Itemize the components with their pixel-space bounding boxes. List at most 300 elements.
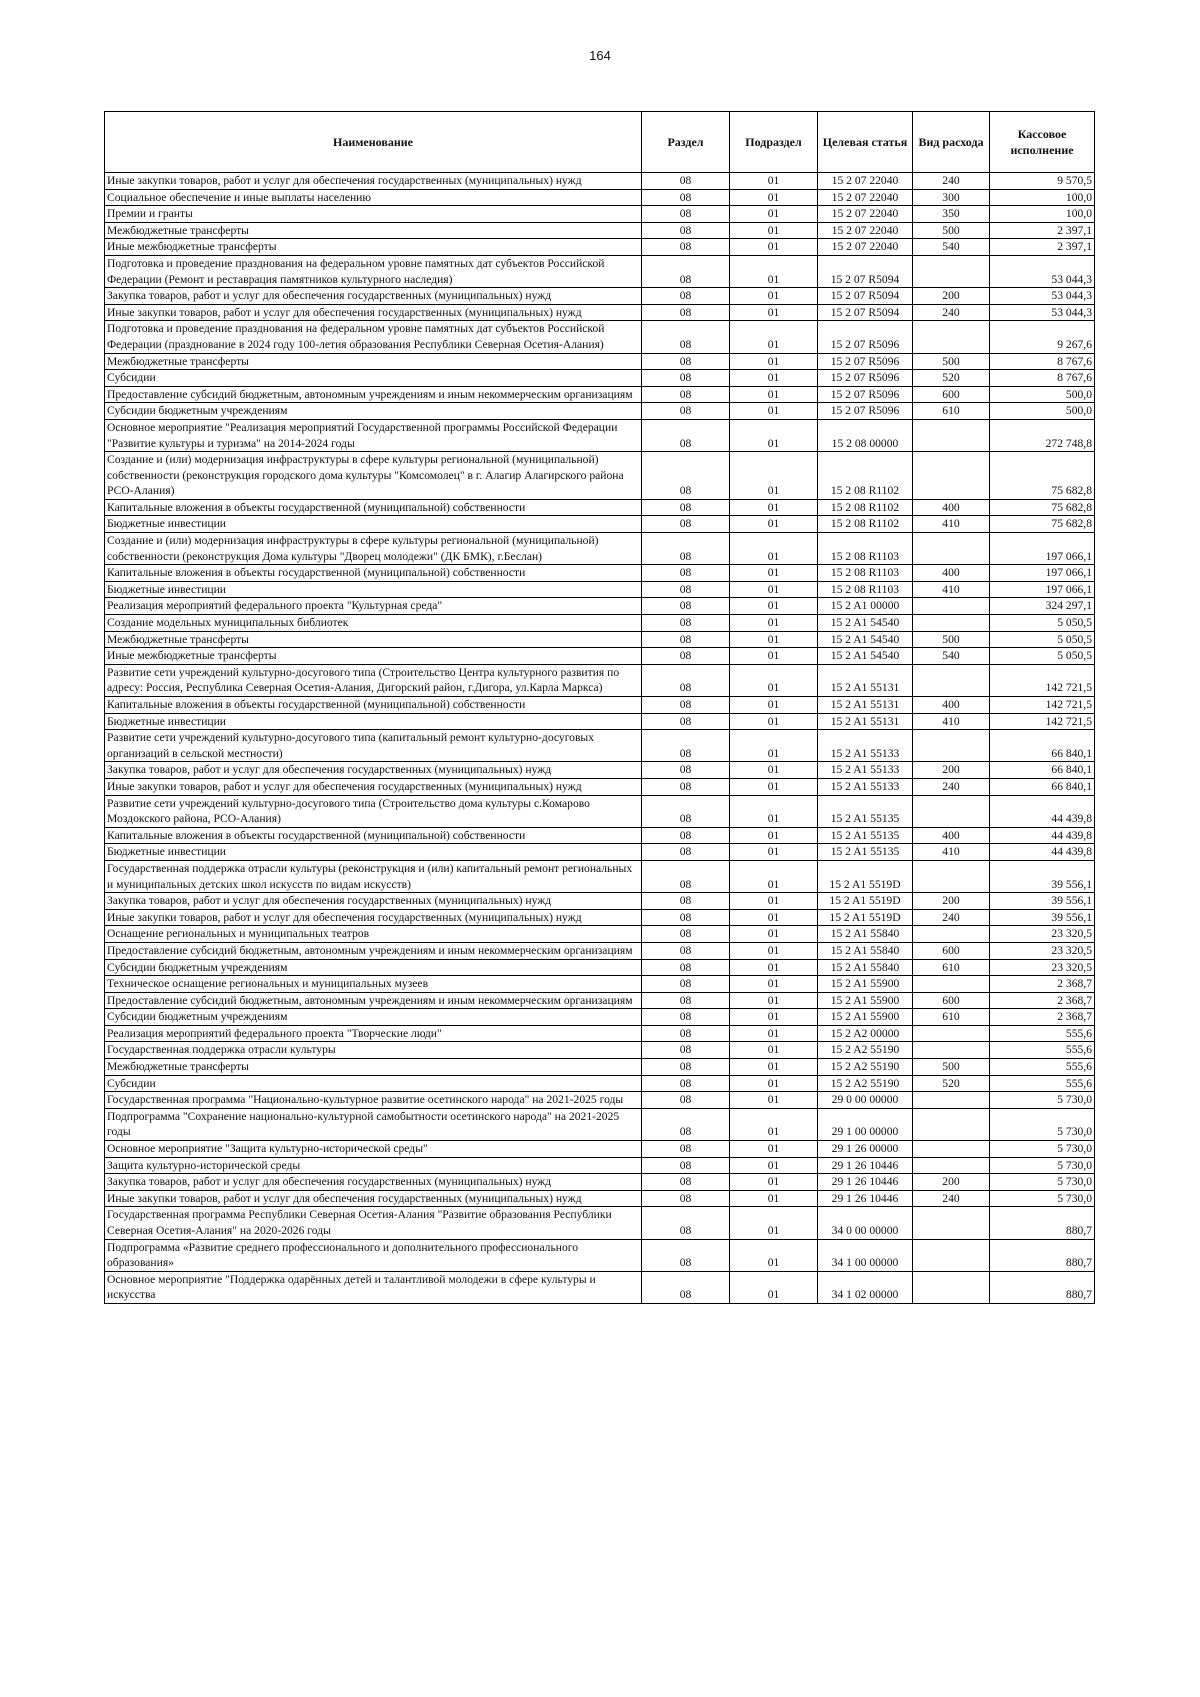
cell-vid-rashoda: 500: [913, 222, 990, 239]
cell-vid-rashoda: [913, 976, 990, 993]
cell-celevaya-statya: 15 2 A2 55190: [818, 1059, 913, 1076]
cell-celevaya-statya: 15 2 A2 55190: [818, 1042, 913, 1059]
cell-kassovoe-ispolnenie: 53 044,3: [990, 255, 1095, 287]
table-row: [105, 631, 1095, 648]
cell-name: Предоставление субсидий бюджетным, автономным учреждениям и иным некоммерческим организациям: [105, 942, 642, 959]
cell-vid-rashoda: [913, 926, 990, 943]
table-row: [105, 778, 1095, 795]
cell-celevaya-statya: 15 2 A1 55133: [818, 778, 913, 795]
cell-podrazdel: 01: [730, 762, 818, 779]
cell-celevaya-statya: 15 2 A1 55900: [818, 1009, 913, 1026]
cell-name: Развитие сети учреждений культурно-досугового типа (капитальный ремонт культурно-досуговых организаций в сельской местности): [105, 730, 642, 762]
cell-celevaya-statya: 15 2 A1 55135: [818, 844, 913, 861]
cell-podrazdel: 01: [730, 403, 818, 420]
table-row: [105, 893, 1095, 910]
cell-name: Закупка товаров, работ и услуг для обеспечения государственных (муниципальных) нужд: [105, 288, 642, 305]
cell-vid-rashoda: 500: [913, 631, 990, 648]
cell-kassovoe-ispolnenie: 2 397,1: [990, 222, 1095, 239]
cell-vid-rashoda: [913, 730, 990, 762]
table-row: [105, 419, 1095, 451]
cell-razdel: 08: [642, 499, 730, 516]
cell-razdel: 08: [642, 255, 730, 287]
cell-name: Иные закупки товаров, работ и услуг для обеспечения государственных (муниципальных) нужд: [105, 909, 642, 926]
cell-podrazdel: 01: [730, 926, 818, 943]
cell-vid-rashoda: 200: [913, 1174, 990, 1191]
cell-kassovoe-ispolnenie: 142 721,5: [990, 697, 1095, 714]
cell-name: Основное мероприятие "Поддержка одарённых детей и талантливой молодежи в сфере культуры и искусства: [105, 1271, 642, 1303]
cell-vid-rashoda: 540: [913, 648, 990, 665]
cell-name: Защита культурно-исторической среды: [105, 1157, 642, 1174]
cell-celevaya-statya: 29 1 00 00000: [818, 1108, 913, 1140]
cell-name: Техническое оснащение региональных и муниципальных музеев: [105, 976, 642, 993]
table-row: [105, 499, 1095, 516]
table-row: [105, 959, 1095, 976]
cell-kassovoe-ispolnenie: 44 439,8: [990, 827, 1095, 844]
cell-vid-rashoda: [913, 419, 990, 451]
table-row: [105, 565, 1095, 582]
cell-podrazdel: 01: [730, 615, 818, 632]
table-row: [105, 1042, 1095, 1059]
cell-kassovoe-ispolnenie: 39 556,1: [990, 893, 1095, 910]
cell-podrazdel: 01: [730, 1009, 818, 1026]
cell-razdel: 08: [642, 942, 730, 959]
cell-celevaya-statya: 15 2 A2 55190: [818, 1075, 913, 1092]
cell-podrazdel: 01: [730, 499, 818, 516]
cell-razdel: 08: [642, 565, 730, 582]
cell-celevaya-statya: 29 1 26 10446: [818, 1174, 913, 1191]
cell-kassovoe-ispolnenie: 500,0: [990, 403, 1095, 420]
table-row: [105, 992, 1095, 1009]
cell-celevaya-statya: 15 2 08 R1102: [818, 452, 913, 500]
cell-razdel: 08: [642, 648, 730, 665]
cell-kassovoe-ispolnenie: 142 721,5: [990, 664, 1095, 696]
cell-kassovoe-ispolnenie: 880,7: [990, 1239, 1095, 1271]
table-row: [105, 909, 1095, 926]
cell-kassovoe-ispolnenie: 324 297,1: [990, 598, 1095, 615]
table-row: [105, 1092, 1095, 1109]
cell-celevaya-statya: 15 2 A1 5519D: [818, 860, 913, 892]
cell-vid-rashoda: 500: [913, 1059, 990, 1076]
cell-podrazdel: 01: [730, 844, 818, 861]
cell-name: Создание модельных муниципальных библиотек: [105, 615, 642, 632]
table-row: [105, 1025, 1095, 1042]
cell-kassovoe-ispolnenie: 555,6: [990, 1025, 1095, 1042]
cell-name: Капитальные вложения в объекты государственной (муниципальной) собственности: [105, 499, 642, 516]
cell-podrazdel: 01: [730, 1025, 818, 1042]
cell-name: Межбюджетные трансферты: [105, 1059, 642, 1076]
cell-podrazdel: 01: [730, 1174, 818, 1191]
cell-razdel: 08: [642, 581, 730, 598]
cell-name: Закупка товаров, работ и услуг для обеспечения государственных (муниципальных) нужд: [105, 1174, 642, 1191]
cell-name: Субсидии бюджетным учреждениям: [105, 1009, 642, 1026]
cell-name: Государственная программа Республики Северная Осетия-Алания "Развитие образования Республики Северная Осетия-Алания" на 2020-2026 годы: [105, 1207, 642, 1239]
table-row: [105, 1075, 1095, 1092]
cell-razdel: 08: [642, 598, 730, 615]
cell-kassovoe-ispolnenie: 66 840,1: [990, 762, 1095, 779]
cell-name: Подготовка и проведение празднования на федеральном уровне памятных дат субъектов Российской Федерации (Ремонт и реставрация памятников культурного наследия): [105, 255, 642, 287]
cell-razdel: 08: [642, 1271, 730, 1303]
cell-celevaya-statya: 15 2 07 22040: [818, 206, 913, 223]
table-row: [105, 976, 1095, 993]
cell-vid-rashoda: 610: [913, 403, 990, 420]
table-row: [105, 403, 1095, 420]
cell-celevaya-statya: 15 2 A1 55840: [818, 959, 913, 976]
cell-name: Бюджетные инвестиции: [105, 713, 642, 730]
table-row: [105, 173, 1095, 190]
cell-kassovoe-ispolnenie: 5 730,0: [990, 1141, 1095, 1158]
cell-podrazdel: 01: [730, 959, 818, 976]
cell-razdel: 08: [642, 860, 730, 892]
cell-vid-rashoda: 520: [913, 1075, 990, 1092]
cell-podrazdel: 01: [730, 239, 818, 256]
cell-name: Бюджетные инвестиции: [105, 516, 642, 533]
cell-celevaya-statya: 15 2 07 R5096: [818, 321, 913, 353]
cell-name: Реализация мероприятий федерального проекта "Творческие люди": [105, 1025, 642, 1042]
table-row: [105, 697, 1095, 714]
cell-celevaya-statya: 15 2 07 R5096: [818, 353, 913, 370]
cell-podrazdel: 01: [730, 778, 818, 795]
cell-name: Реализация мероприятий федерального проекта "Культурная среда": [105, 598, 642, 615]
cell-razdel: 08: [642, 976, 730, 993]
header-razdel: Раздел: [642, 112, 730, 173]
cell-podrazdel: 01: [730, 321, 818, 353]
table-row: [105, 239, 1095, 256]
cell-celevaya-statya: 15 2 A1 00000: [818, 598, 913, 615]
cell-name: Подготовка и проведение празднования на федеральном уровне памятных дат субъектов Российской Федерации (празднование в 2024 году 100-летия образования Республики Северная Осетия-Алания): [105, 321, 642, 353]
cell-podrazdel: 01: [730, 370, 818, 387]
cell-vid-rashoda: 240: [913, 173, 990, 190]
cell-name: Капитальные вложения в объекты государственной (муниципальной) собственности: [105, 565, 642, 582]
cell-celevaya-statya: 34 0 00 00000: [818, 1207, 913, 1239]
cell-name: Предоставление субсидий бюджетным, автономным учреждениям и иным некоммерческим организациям: [105, 992, 642, 1009]
cell-name: Межбюджетные трансферты: [105, 353, 642, 370]
cell-podrazdel: 01: [730, 206, 818, 223]
cell-celevaya-statya: 15 2 A1 54540: [818, 631, 913, 648]
table-row: [105, 353, 1095, 370]
cell-celevaya-statya: 15 2 07 22040: [818, 173, 913, 190]
cell-name: Субсидии: [105, 1075, 642, 1092]
cell-razdel: 08: [642, 419, 730, 451]
cell-podrazdel: 01: [730, 648, 818, 665]
cell-celevaya-statya: 15 2 A1 55900: [818, 992, 913, 1009]
cell-celevaya-statya: 15 2 07 R5096: [818, 403, 913, 420]
cell-celevaya-statya: 15 2 A1 55133: [818, 730, 913, 762]
cell-kassovoe-ispolnenie: 142 721,5: [990, 713, 1095, 730]
cell-name: Капитальные вложения в объекты государственной (муниципальной) собственности: [105, 827, 642, 844]
cell-celevaya-statya: 15 2 08 R1102: [818, 516, 913, 533]
cell-name: Субсидии бюджетным учреждениям: [105, 403, 642, 420]
table-row: [105, 664, 1095, 696]
cell-vid-rashoda: 610: [913, 1009, 990, 1026]
cell-vid-rashoda: 240: [913, 1190, 990, 1207]
cell-celevaya-statya: 15 2 08 R1103: [818, 565, 913, 582]
cell-name: Бюджетные инвестиции: [105, 581, 642, 598]
cell-vid-rashoda: [913, 533, 990, 565]
cell-celevaya-statya: 34 1 02 00000: [818, 1271, 913, 1303]
cell-kassovoe-ispolnenie: 2 368,7: [990, 976, 1095, 993]
cell-razdel: 08: [642, 697, 730, 714]
cell-podrazdel: 01: [730, 288, 818, 305]
cell-razdel: 08: [642, 713, 730, 730]
table-row: [105, 206, 1095, 223]
cell-kassovoe-ispolnenie: 100,0: [990, 206, 1095, 223]
cell-celevaya-statya: 15 2 07 R5094: [818, 288, 913, 305]
cell-razdel: 08: [642, 1239, 730, 1271]
table-row: [105, 795, 1095, 827]
cell-name: Развитие сети учреждений культурно-досугового типа (Строительство Центра культурного развития по адресу: Россия, Республика Северная Осетия-Алания, Дигорский район, г.Дигора, ул.Карла Маркса): [105, 664, 642, 696]
cell-razdel: 08: [642, 353, 730, 370]
cell-kassovoe-ispolnenie: 66 840,1: [990, 778, 1095, 795]
cell-celevaya-statya: 15 2 A1 55900: [818, 976, 913, 993]
cell-podrazdel: 01: [730, 353, 818, 370]
page-number: 164: [589, 48, 611, 63]
cell-celevaya-statya: 15 2 08 00000: [818, 419, 913, 451]
cell-razdel: 08: [642, 239, 730, 256]
cell-podrazdel: 01: [730, 713, 818, 730]
cell-razdel: 08: [642, 1075, 730, 1092]
table-row: [105, 516, 1095, 533]
cell-name: Иные закупки товаров, работ и услуг для обеспечения государственных (муниципальных) нужд: [105, 173, 642, 190]
cell-vid-rashoda: 400: [913, 499, 990, 516]
cell-name: Социальное обеспечение и иные выплаты населению: [105, 189, 642, 206]
cell-kassovoe-ispolnenie: 197 066,1: [990, 581, 1095, 598]
cell-podrazdel: 01: [730, 1239, 818, 1271]
cell-kassovoe-ispolnenie: 75 682,8: [990, 499, 1095, 516]
cell-name: Иные закупки товаров, работ и услуг для обеспечения государственных (муниципальных) нужд: [105, 778, 642, 795]
cell-kassovoe-ispolnenie: 39 556,1: [990, 860, 1095, 892]
cell-podrazdel: 01: [730, 304, 818, 321]
cell-razdel: 08: [642, 533, 730, 565]
cell-razdel: 08: [642, 1009, 730, 1026]
cell-razdel: 08: [642, 173, 730, 190]
table-row: [105, 598, 1095, 615]
cell-kassovoe-ispolnenie: 5 730,0: [990, 1174, 1095, 1191]
cell-name: Развитие сети учреждений культурно-досугового типа (Строительство дома культуры с.Комарово Моздокского района, РСО-Алания): [105, 795, 642, 827]
cell-vid-rashoda: [913, 598, 990, 615]
cell-vid-rashoda: [913, 1141, 990, 1158]
cell-podrazdel: 01: [730, 1075, 818, 1092]
cell-vid-rashoda: 610: [913, 959, 990, 976]
cell-name: Иные закупки товаров, работ и услуг для обеспечения государственных (муниципальных) нужд: [105, 304, 642, 321]
cell-razdel: 08: [642, 909, 730, 926]
cell-kassovoe-ispolnenie: 75 682,8: [990, 452, 1095, 500]
table-row: [105, 1009, 1095, 1026]
cell-kassovoe-ispolnenie: 2 368,7: [990, 992, 1095, 1009]
cell-kassovoe-ispolnenie: 5 050,5: [990, 631, 1095, 648]
cell-kassovoe-ispolnenie: 5 730,0: [990, 1092, 1095, 1109]
cell-razdel: 08: [642, 844, 730, 861]
cell-vid-rashoda: 200: [913, 288, 990, 305]
cell-vid-rashoda: 350: [913, 206, 990, 223]
table-row: [105, 1174, 1095, 1191]
table-row: [105, 615, 1095, 632]
table-row: [105, 1059, 1095, 1076]
cell-celevaya-statya: 15 2 A1 55135: [818, 795, 913, 827]
cell-razdel: 08: [642, 452, 730, 500]
cell-celevaya-statya: 15 2 A2 00000: [818, 1025, 913, 1042]
cell-podrazdel: 01: [730, 992, 818, 1009]
cell-celevaya-statya: 15 2 A1 55131: [818, 697, 913, 714]
cell-kassovoe-ispolnenie: 66 840,1: [990, 730, 1095, 762]
header-celevaya-statya: Целевая статья: [818, 112, 913, 173]
cell-kassovoe-ispolnenie: 5 050,5: [990, 648, 1095, 665]
cell-kassovoe-ispolnenie: 197 066,1: [990, 533, 1095, 565]
cell-razdel: 08: [642, 1207, 730, 1239]
cell-vid-rashoda: 200: [913, 893, 990, 910]
cell-vid-rashoda: [913, 1092, 990, 1109]
cell-vid-rashoda: 240: [913, 909, 990, 926]
cell-kassovoe-ispolnenie: 2 368,7: [990, 1009, 1095, 1026]
cell-celevaya-statya: 15 2 A1 54540: [818, 648, 913, 665]
cell-kassovoe-ispolnenie: 39 556,1: [990, 909, 1095, 926]
cell-vid-rashoda: [913, 615, 990, 632]
table-row: [105, 533, 1095, 565]
cell-vid-rashoda: 600: [913, 386, 990, 403]
cell-podrazdel: 01: [730, 893, 818, 910]
cell-vid-rashoda: 240: [913, 304, 990, 321]
budget-table: [104, 111, 1095, 1304]
cell-razdel: 08: [642, 959, 730, 976]
cell-podrazdel: 01: [730, 827, 818, 844]
cell-podrazdel: 01: [730, 598, 818, 615]
cell-kassovoe-ispolnenie: 555,6: [990, 1042, 1095, 1059]
cell-razdel: 08: [642, 1108, 730, 1140]
cell-razdel: 08: [642, 370, 730, 387]
cell-vid-rashoda: [913, 795, 990, 827]
cell-vid-rashoda: 240: [913, 778, 990, 795]
cell-podrazdel: 01: [730, 1271, 818, 1303]
header-podrazdel: Подраздел: [730, 112, 818, 173]
cell-vid-rashoda: 300: [913, 189, 990, 206]
cell-name: Межбюджетные трансферты: [105, 631, 642, 648]
cell-podrazdel: 01: [730, 516, 818, 533]
cell-name: Закупка товаров, работ и услуг для обеспечения государственных (муниципальных) нужд: [105, 762, 642, 779]
cell-kassovoe-ispolnenie: 23 320,5: [990, 926, 1095, 943]
cell-vid-rashoda: 500: [913, 353, 990, 370]
cell-podrazdel: 01: [730, 730, 818, 762]
cell-vid-rashoda: [913, 1025, 990, 1042]
cell-podrazdel: 01: [730, 909, 818, 926]
table-row: [105, 844, 1095, 861]
table-row: [105, 1141, 1095, 1158]
cell-celevaya-statya: 29 1 26 10446: [818, 1157, 913, 1174]
table-row: [105, 1271, 1095, 1303]
cell-razdel: 08: [642, 893, 730, 910]
cell-podrazdel: 01: [730, 565, 818, 582]
cell-razdel: 08: [642, 631, 730, 648]
cell-razdel: 08: [642, 403, 730, 420]
cell-celevaya-statya: 15 2 A1 54540: [818, 615, 913, 632]
cell-podrazdel: 01: [730, 452, 818, 500]
cell-vid-rashoda: 410: [913, 844, 990, 861]
table-row: [105, 255, 1095, 287]
cell-kassovoe-ispolnenie: 53 044,3: [990, 288, 1095, 305]
cell-razdel: 08: [642, 1025, 730, 1042]
cell-celevaya-statya: 15 2 A1 55135: [818, 827, 913, 844]
cell-name: Премии и гранты: [105, 206, 642, 223]
cell-razdel: 08: [642, 189, 730, 206]
cell-name: Закупка товаров, работ и услуг для обеспечения государственных (муниципальных) нужд: [105, 893, 642, 910]
cell-kassovoe-ispolnenie: 500,0: [990, 386, 1095, 403]
cell-celevaya-statya: 15 2 07 R5094: [818, 304, 913, 321]
table-row: [105, 926, 1095, 943]
cell-vid-rashoda: [913, 1042, 990, 1059]
cell-name: Основное мероприятие "Защита культурно-исторической среды": [105, 1141, 642, 1158]
cell-vid-rashoda: [913, 1157, 990, 1174]
cell-vid-rashoda: 400: [913, 827, 990, 844]
cell-podrazdel: 01: [730, 189, 818, 206]
cell-name: Подпрограмма "Сохранение национально-культурной самобытности осетинского народа" на 2021-2025 годы: [105, 1108, 642, 1140]
cell-name: Государственная поддержка отрасли культуры (реконструкция и (или) капитальный ремонт региональных и муниципальных детских школ искусств по видам искусств): [105, 860, 642, 892]
cell-razdel: 08: [642, 992, 730, 1009]
cell-podrazdel: 01: [730, 631, 818, 648]
table-row: [105, 222, 1095, 239]
table-row: [105, 1108, 1095, 1140]
cell-name: Оснащение региональных и муниципальных театров: [105, 926, 642, 943]
cell-vid-rashoda: [913, 255, 990, 287]
cell-razdel: 08: [642, 730, 730, 762]
cell-name: Иные закупки товаров, работ и услуг для обеспечения государственных (муниципальных) нужд: [105, 1190, 642, 1207]
cell-vid-rashoda: [913, 860, 990, 892]
cell-name: Субсидии бюджетным учреждениям: [105, 959, 642, 976]
cell-vid-rashoda: 400: [913, 697, 990, 714]
cell-kassovoe-ispolnenie: 53 044,3: [990, 304, 1095, 321]
cell-kassovoe-ispolnenie: 100,0: [990, 189, 1095, 206]
cell-podrazdel: 01: [730, 1059, 818, 1076]
cell-vid-rashoda: [913, 1239, 990, 1271]
cell-kassovoe-ispolnenie: 75 682,8: [990, 516, 1095, 533]
cell-podrazdel: 01: [730, 1157, 818, 1174]
table-row: [105, 713, 1095, 730]
cell-name: Иные межбюджетные трансферты: [105, 239, 642, 256]
cell-podrazdel: 01: [730, 976, 818, 993]
cell-podrazdel: 01: [730, 697, 818, 714]
cell-kassovoe-ispolnenie: 2 397,1: [990, 239, 1095, 256]
cell-celevaya-statya: 15 2 08 R1102: [818, 499, 913, 516]
cell-vid-rashoda: 540: [913, 239, 990, 256]
cell-celevaya-statya: 29 1 26 10446: [818, 1190, 913, 1207]
cell-celevaya-statya: 15 2 A1 55131: [818, 664, 913, 696]
cell-razdel: 08: [642, 304, 730, 321]
cell-razdel: 08: [642, 778, 730, 795]
cell-podrazdel: 01: [730, 860, 818, 892]
cell-kassovoe-ispolnenie: 555,6: [990, 1075, 1095, 1092]
cell-podrazdel: 01: [730, 664, 818, 696]
cell-kassovoe-ispolnenie: 880,7: [990, 1207, 1095, 1239]
cell-celevaya-statya: 15 2 A1 55133: [818, 762, 913, 779]
cell-celevaya-statya: 15 2 08 R1103: [818, 581, 913, 598]
cell-razdel: 08: [642, 1157, 730, 1174]
cell-vid-rashoda: [913, 452, 990, 500]
cell-razdel: 08: [642, 664, 730, 696]
cell-vid-rashoda: 200: [913, 762, 990, 779]
table-row: [105, 304, 1095, 321]
cell-podrazdel: 01: [730, 1207, 818, 1239]
table-row: [105, 1157, 1095, 1174]
table-row: [105, 452, 1095, 500]
cell-celevaya-statya: 34 1 00 00000: [818, 1239, 913, 1271]
cell-vid-rashoda: 410: [913, 581, 990, 598]
cell-kassovoe-ispolnenie: 880,7: [990, 1271, 1095, 1303]
cell-razdel: 08: [642, 926, 730, 943]
cell-name: Иные межбюджетные трансферты: [105, 648, 642, 665]
table-row: [105, 1207, 1095, 1239]
cell-celevaya-statya: 15 2 A1 55840: [818, 926, 913, 943]
cell-razdel: 08: [642, 1092, 730, 1109]
cell-name: Предоставление субсидий бюджетным, автономным учреждениям и иным некоммерческим организациям: [105, 386, 642, 403]
cell-razdel: 08: [642, 615, 730, 632]
table-row: [105, 827, 1095, 844]
